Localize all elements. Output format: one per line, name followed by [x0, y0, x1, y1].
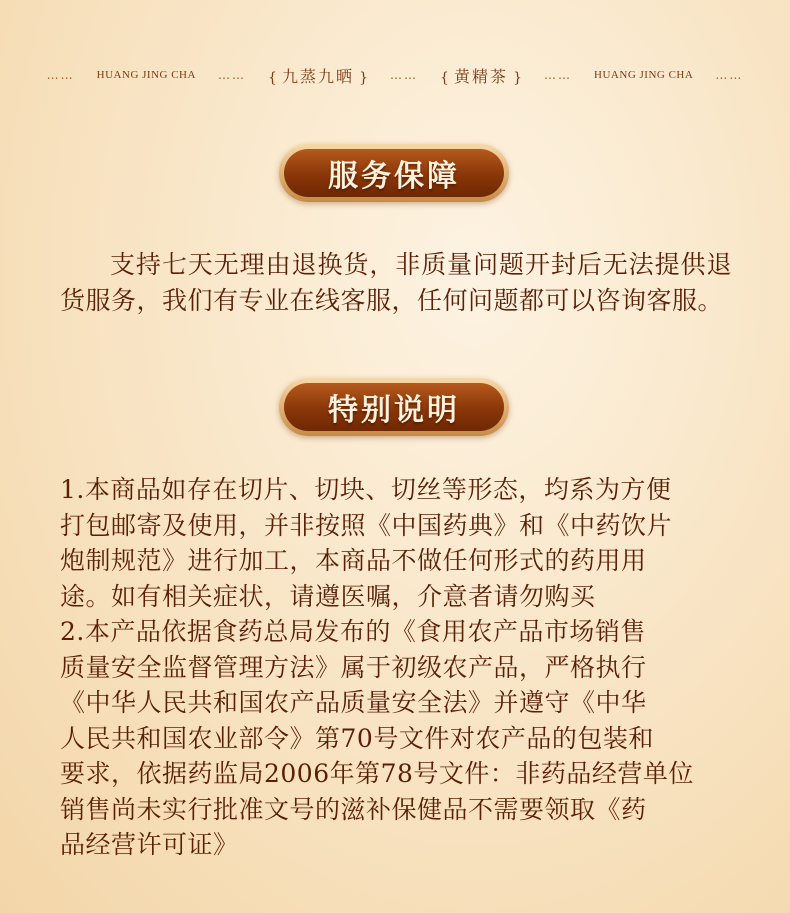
service-title: 服务保障 [284, 149, 504, 197]
dots-divider: …… [715, 68, 744, 82]
brand-english-right: HUANG JING CHA [594, 69, 694, 81]
dots-divider: …… [390, 68, 418, 82]
notes-line: 炮制规范》进行加工，本商品不做任何形式的药用用 [60, 546, 647, 575]
notes-title-badge [279, 378, 509, 436]
notes-line: 途。如有相关症状，请遵医嘱，介意者请勿购买 [60, 581, 596, 611]
dots-divider: …… [46, 68, 75, 82]
dots-divider: …… [217, 68, 246, 82]
notes-line: 品经营许可证》 [60, 830, 239, 859]
notes-line: 打包邮寄及使用，并非按照《中国药典》和《中药饮片 [60, 510, 673, 540]
notes-line: 1.本商品如存在切片、切块、切丝等形态，均系为方便 [60, 475, 672, 504]
service-description: 支持七天无理由退换货，非质量问题开封后无法提供退货服务，我们有专业在线客服，任何问题都可以咨询客服。 [60, 250, 732, 315]
tag-process-label: 九蒸九晒 [281, 66, 354, 86]
notes-line: 人民共和国农业部令》第70号文件对农产品的包装和 [60, 723, 654, 753]
notes-line: 质量安全监督管理方法》属于初级农产品，严格执行 [60, 652, 647, 682]
tag-process: { 九蒸九晒 } [267, 66, 368, 86]
service-title-badge [279, 144, 509, 202]
header-tagline-bar [0, 62, 790, 88]
notes-title: 特别说明 [284, 383, 504, 431]
dots-divider: …… [544, 68, 573, 82]
notes-line: 《中华人民共和国农产品质量安全法》并遵守《中华 [60, 688, 647, 717]
tag-product: { 黄精茶 } [440, 66, 523, 86]
notes-line: 销售尚未实行批准文号的滋补保健品不需要领取《药 [60, 794, 647, 824]
notes-line: 要求，依据药监局2006年第78号文件：非药品经营单位 [60, 759, 694, 788]
notes-text [60, 472, 732, 863]
brand-english-left: HUANG JING CHA [96, 69, 196, 81]
notes-line: 2.本产品依据食药总局发布的《食用农产品市场销售 [60, 617, 646, 646]
tag-product-label: 黄精茶 [454, 66, 509, 86]
